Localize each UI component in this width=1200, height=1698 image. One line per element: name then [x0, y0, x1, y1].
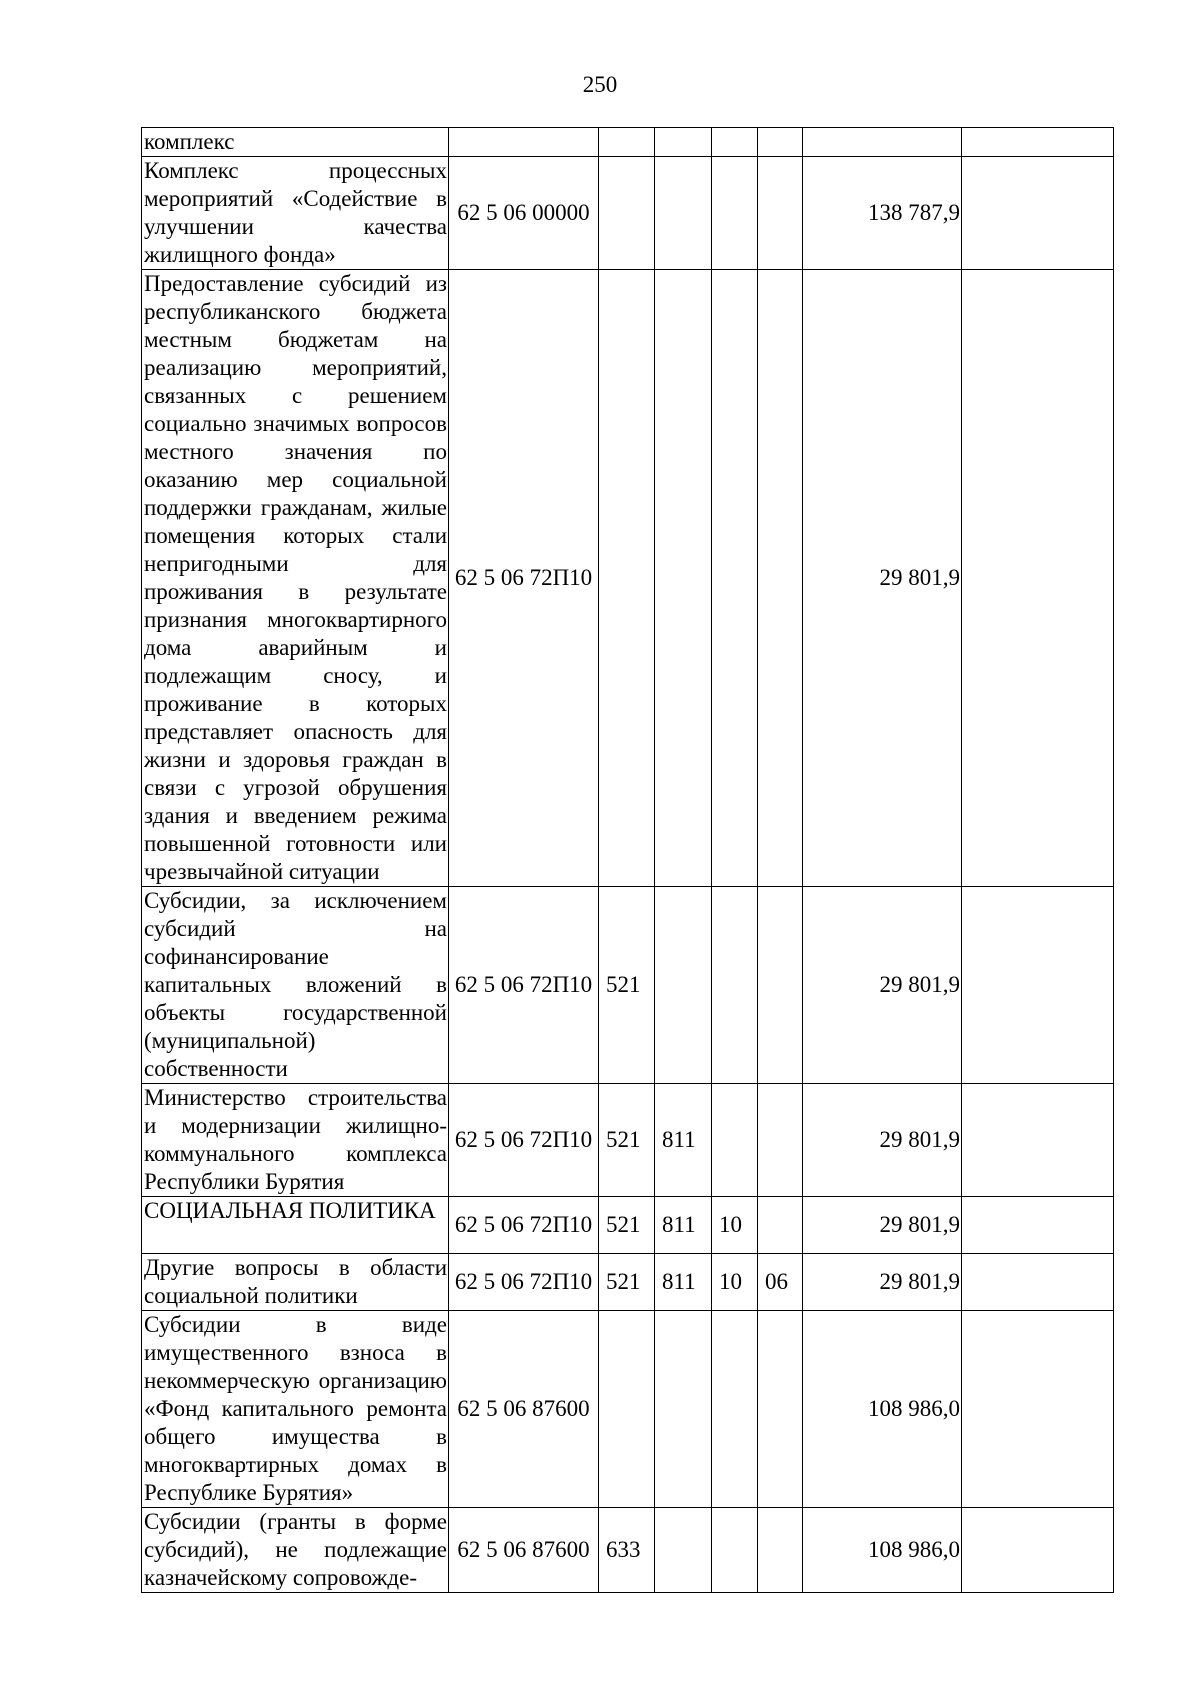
extra-amount-cell [962, 270, 1114, 887]
section-cell [712, 128, 758, 157]
expense-type-cell: 521 [599, 1197, 655, 1254]
section-cell [712, 1508, 758, 1593]
ministry-code-cell [655, 128, 712, 157]
ministry-code-cell: 811 [655, 1254, 712, 1311]
target-code-cell: 62 5 06 72П10 [449, 1254, 599, 1311]
section-cell: 10 [712, 1254, 758, 1311]
target-code-cell: 62 5 06 87600 [449, 1311, 599, 1508]
table-row [142, 270, 1114, 887]
expense-type-cell: 521 [599, 1084, 655, 1197]
item-name-cell: Субсидии, за исключением субсидий на софинансирование капитальных вложений в объекты государственной (муниципальной) собственности [142, 887, 449, 1084]
amount-cell: 108 986,0 [803, 1311, 962, 1508]
subsection-cell [758, 157, 803, 270]
subsection-cell [758, 1311, 803, 1508]
amount-cell: 108 986,0 [803, 1508, 962, 1593]
target-code-cell: 62 5 06 87600 [449, 1508, 599, 1593]
amount-cell: 29 801,9 [803, 270, 962, 887]
item-name-cell: Предоставление субсидий из республиканского бюджета местным бюджетам на реализацию мероприятий, связанных с решением социально значимых вопросов местного значения по оказанию мер социальной поддержки гражданам, жилые помещения которых стали непригодными для проживания в результате признания многоквартирного дома аварийным и подлежащим сносу, и проживание в которых представляет опасность для жизни и здоровья граждан в связи с угрозой обрушения здания и введением режима повышенной готовности или чрезвычайной ситуации [142, 270, 449, 887]
subsection-cell: 06 [758, 1254, 803, 1311]
table-row [142, 157, 1114, 270]
extra-amount-cell [962, 887, 1114, 1084]
subsection-cell [758, 1197, 803, 1254]
subsection-cell [758, 270, 803, 887]
ministry-code-cell [655, 1311, 712, 1508]
section-cell [712, 157, 758, 270]
target-code-cell: 62 5 06 72П10 [449, 1084, 599, 1197]
item-name-cell: Субсидии (гранты в форме субсидий), не подлежащие казначейскому сопровожде- [142, 1508, 449, 1593]
extra-amount-cell [962, 1508, 1114, 1593]
expense-type-cell: 633 [599, 1508, 655, 1593]
target-code-cell [449, 128, 599, 157]
amount-cell: 29 801,9 [803, 1084, 962, 1197]
item-name-cell: Министерство строительства и модернизации жилищно-коммунального комплекса Республики Бурятия [142, 1084, 449, 1197]
expense-type-cell: 521 [599, 1254, 655, 1311]
expense-type-cell [599, 157, 655, 270]
amount-cell: 29 801,9 [803, 887, 962, 1084]
amount-cell [803, 128, 962, 157]
expense-type-cell: 521 [599, 887, 655, 1084]
item-name-cell: СОЦИАЛЬНАЯ ПОЛИТИКА [142, 1197, 449, 1254]
extra-amount-cell [962, 1197, 1114, 1254]
target-code-cell: 62 5 06 72П10 [449, 887, 599, 1084]
budget-table [141, 127, 1114, 1593]
target-code-cell: 62 5 06 72П10 [449, 270, 599, 887]
subsection-cell [758, 887, 803, 1084]
expense-type-cell [599, 128, 655, 157]
page-number: 250 [582, 72, 618, 97]
section-cell [712, 1311, 758, 1508]
ministry-code-cell: 811 [655, 1197, 712, 1254]
table-row [142, 1084, 1114, 1197]
ministry-code-cell [655, 1508, 712, 1593]
ministry-code-cell [655, 887, 712, 1084]
subsection-cell [758, 1508, 803, 1593]
table-row [142, 1197, 1114, 1254]
table-row [142, 1508, 1114, 1593]
ministry-code-cell: 811 [655, 1084, 712, 1197]
amount-cell: 29 801,9 [803, 1254, 962, 1311]
extra-amount-cell [962, 128, 1114, 157]
table-row [142, 1254, 1114, 1311]
amount-cell: 29 801,9 [803, 1197, 962, 1254]
section-cell [712, 270, 758, 887]
expense-type-cell [599, 1311, 655, 1508]
extra-amount-cell [962, 157, 1114, 270]
item-name-cell: Субсидии в виде имущественного взноса в некоммерческую организацию «Фонд капитального ремонта общего имущества в многоквартирных домах в Республике Бурятия» [142, 1311, 449, 1508]
section-cell [712, 887, 758, 1084]
target-code-cell: 62 5 06 72П10 [449, 1197, 599, 1254]
ministry-code-cell [655, 157, 712, 270]
item-name-cell: комплекс [142, 128, 449, 157]
extra-amount-cell [962, 1311, 1114, 1508]
subsection-cell [758, 1084, 803, 1197]
section-cell: 10 [712, 1197, 758, 1254]
section-cell [712, 1084, 758, 1197]
extra-amount-cell [962, 1254, 1114, 1311]
amount-cell: 138 787,9 [803, 157, 962, 270]
table-row [142, 1311, 1114, 1508]
table-row [142, 887, 1114, 1084]
extra-amount-cell [962, 1084, 1114, 1197]
item-name-cell: Другие вопросы в области социальной политики [142, 1254, 449, 1311]
subsection-cell [758, 128, 803, 157]
target-code-cell: 62 5 06 00000 [449, 157, 599, 270]
item-name-cell: Комплекс процессных мероприятий «Содействие в улучшении качества жилищного фонда» [142, 157, 449, 270]
ministry-code-cell [655, 270, 712, 887]
table-row [142, 128, 1114, 157]
expense-type-cell [599, 270, 655, 887]
